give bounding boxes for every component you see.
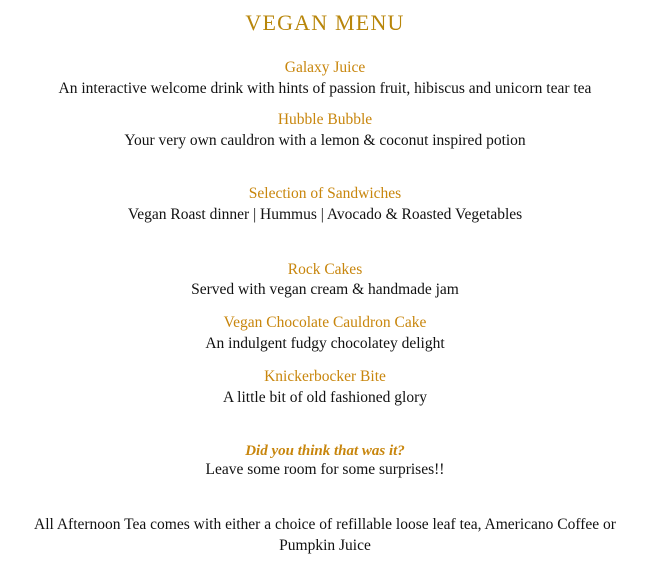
- menu-item-description: A little bit of old fashioned glory: [222, 389, 428, 407]
- menu-item-description: Served with vegan cream & handmade jam: [191, 281, 459, 299]
- menu-item-selection-of-sandwiches: [0, 184, 650, 226]
- menu-item-name: Vegan Chocolate Cauldron Cake: [223, 314, 427, 332]
- spacer: [0, 152, 650, 184]
- menu-item-rock-cakes: [0, 260, 650, 302]
- menu-item-name: Selection of Sandwiches: [248, 184, 402, 202]
- menu-item-hubble-bubble: [0, 110, 650, 152]
- menu-item-vegan-chocolate-cauldron-cake: [0, 313, 650, 355]
- page-title: VEGAN MENU: [245, 10, 405, 35]
- spacer: [0, 226, 650, 260]
- menu-item-name: Hubble Bubble: [277, 110, 373, 128]
- footer-note: All Afternoon Tea comes with either a choice of refillable loose leaf tea, Americano Coffee or Pumpkin Juice: [34, 515, 616, 554]
- menu-item-name: Galaxy Juice: [284, 59, 366, 76]
- spacer: [0, 100, 650, 110]
- menu-item-galaxy-juice: [0, 58, 650, 100]
- spacer: [0, 301, 650, 313]
- menu-item-description: Vegan Roast dinner | Hummus | Avocado & Roasted Vegetables: [127, 205, 523, 223]
- menu-item-description: Your very own cauldron with a lemon & coconut inspired potion: [124, 131, 526, 149]
- spacer: [0, 409, 650, 443]
- menu-item-knickerbocker-bite: [0, 367, 650, 409]
- menu-item-description: An indulgent fudgy chocolatey delight: [205, 335, 445, 353]
- menu-item-name: Rock Cakes: [287, 260, 363, 278]
- spacer: [0, 355, 650, 367]
- surprise-heading: Did you think that was it?: [245, 443, 405, 460]
- menu-item-description: An interactive welcome drink with hints of passion fruit, hibiscus and unicorn tear tea: [58, 79, 592, 97]
- menu-item-name: Knickerbocker Bite: [264, 368, 386, 386]
- spacer: [0, 36, 650, 58]
- spacer: [0, 481, 650, 515]
- menu-page: [0, 10, 650, 584]
- surprise-description: Leave some room for some surprises!!: [205, 461, 445, 479]
- surprise-note: [0, 443, 650, 481]
